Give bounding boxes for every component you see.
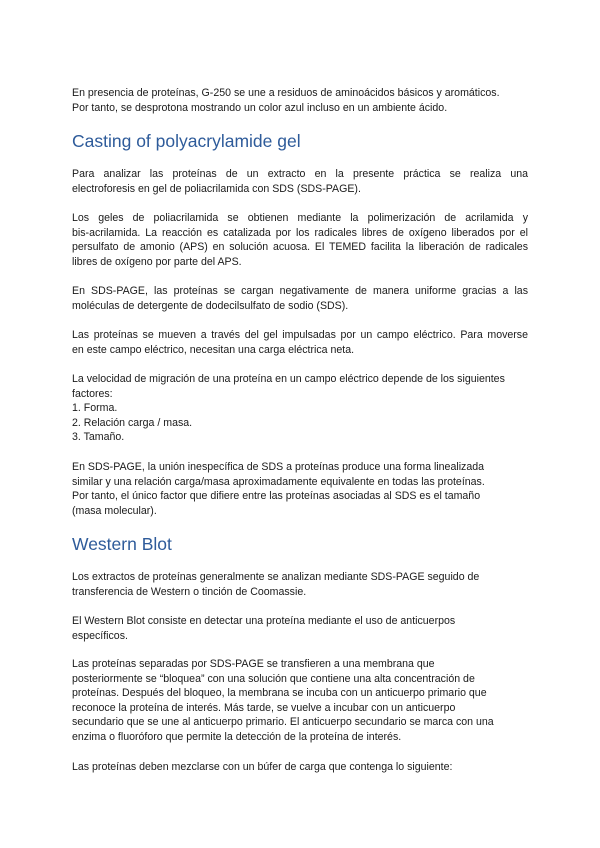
text-line: Por tanto, el único factor que difiere entre las proteínas asociadas al SDS es el tamaño (72, 490, 481, 503)
text-line: Las proteínas deben mezclarse con un búfer de carga que contenga lo siguiente: (72, 761, 453, 773)
text-line: reconoce la proteína de interés. Más tarde, se vuelve a incubar con un anticuerpo (72, 701, 456, 714)
paragraph-sds-binding (72, 460, 528, 518)
paragraph-migration-factors (72, 372, 528, 445)
text-line: Las proteínas separadas por SDS-PAGE se transfieren a una membrana que (72, 658, 435, 670)
text-line: en este campo eléctrico, necesitan una carga eléctrica neta. (72, 343, 355, 356)
paragraph-sds-charge (72, 284, 528, 313)
text-line: libres de oxígeno por parte del APS. (72, 255, 242, 268)
paragraph-electric-field (72, 328, 528, 357)
text-line: transferencia de Western o tinción de Coomassie. (72, 585, 307, 598)
intro-paragraph (72, 86, 528, 115)
text-line: Los extractos de proteínas generalmente se analizan mediante SDS-PAGE seguido de (72, 571, 480, 583)
text-line: (masa molecular). (72, 504, 157, 517)
paragraph-loading-buffer (72, 760, 528, 775)
paragraph-transfer-process (72, 657, 528, 745)
text-line: Las proteínas se mueven a través del gel impulsadas por un campo eléctrico. Para moverse (72, 329, 528, 341)
text-line: posteriormente se “bloquea” con una solución que contiene una alta concentración de (72, 672, 475, 685)
text-line: factores: (72, 387, 113, 400)
list-item: 1. Forma. (72, 402, 118, 415)
section-heading-western-blot: Western Blot (72, 534, 172, 554)
text-line: secundario que se une al anticuerpo primario. El anticuerpo secundario se marca con una (72, 716, 494, 729)
text-line: En SDS-PAGE, las proteínas se cargan negativamente de manera uniforme gracias a las (72, 285, 528, 297)
text-line: moléculas de detergente de dodecilsulfato de sodio (SDS). (72, 299, 349, 312)
text-line: enzima o fluoróforo que permite la detección de la proteína de interés. (72, 730, 402, 743)
paragraph-polyacrylamide (72, 211, 528, 269)
section-heading-casting: Casting of polyacrylamide gel (72, 131, 301, 151)
text-line: El Western Blot consiste en detectar una proteína mediante el uso de anticuerpos (72, 615, 456, 627)
paragraph-sds-page-intro (72, 167, 528, 196)
list-item: 3. Tamaño. (72, 431, 125, 444)
paragraph-extracts (72, 570, 528, 599)
text-line: electroforesis en gel de poliacrilamida con SDS (SDS-PAGE). (72, 182, 361, 195)
text-line: Los geles de poliacrilamida se obtienen mediante la polimerización de acrilamida y (72, 212, 528, 224)
text-line: En presencia de proteínas, G-250 se une a residuos de aminoácidos básicos y aromáticos. (72, 87, 500, 99)
text-line: Por tanto, se desprotona mostrando un color azul incluso en un ambiente ácido. (72, 101, 448, 114)
text-line: proteínas. Después del bloqueo, la membrana se incuba con un anticuerpo primario que (72, 687, 487, 700)
text-line: específicos. (72, 629, 128, 642)
text-line: La velocidad de migración de una proteína en un campo eléctrico depende de los siguientes (72, 373, 505, 385)
text-line: bis-acrilamida. La reacción es catalizada por los radicales libres de oxígeno liberados por el (72, 226, 528, 239)
paragraph-western-blot-def (72, 614, 528, 643)
text-line: persulfato de amonio (APS) en solución acuosa. El TEMED facilita la liberación de radicales (72, 241, 528, 254)
list-item: 2. Relación carga / masa. (72, 416, 193, 429)
text-line: Para analizar las proteínas de un extracto en la presente práctica se realiza una (72, 168, 528, 180)
text-line: En SDS-PAGE, la unión inespecífica de SDS a proteínas produce una forma linealizada (72, 461, 485, 473)
text-line: similar y una relación carga/masa aproximadamente equivalente en todas las proteínas. (72, 475, 485, 488)
